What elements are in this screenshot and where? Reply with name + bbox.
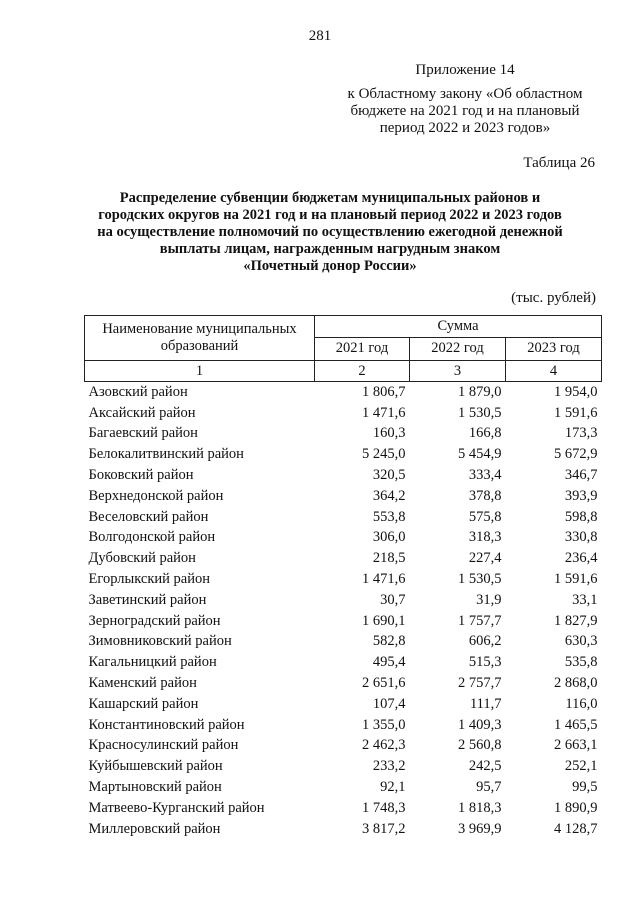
header-year-2023: 2023 год [506,337,602,360]
table-row [85,569,602,590]
page-number: 281 [308,28,332,44]
amount-2023: 346,7 [564,467,598,484]
header-municipality: Наименование муниципальных образований [85,316,315,361]
amount-2022: 575,8 [468,508,502,525]
header-year-2021: 2021 год [315,337,410,360]
amount-2021: 1 806,7 [362,383,406,400]
column-number: 4 [506,361,602,382]
header-amount: Сумма [315,316,602,338]
amount-2022: 318,3 [468,529,502,546]
amount-2023: 1 591,6 [554,571,598,588]
amount-2023: 598,8 [564,508,598,525]
municipality-name: Белокалитвинский район [88,446,244,463]
amount-2021: 582,8 [372,633,406,650]
subvention-table [84,315,602,840]
amount-2023: 1 890,9 [554,799,598,816]
amount-2022: 111,7 [469,695,502,712]
amount-2021: 553,8 [372,508,406,525]
amount-2022: 378,8 [468,487,502,504]
table-row [85,424,602,445]
column-number: 3 [410,361,506,382]
amount-2022: 2 560,8 [458,737,502,754]
table-row [85,590,602,611]
table-row [85,486,602,507]
amount-2022: 3 969,9 [458,820,502,837]
amount-2021: 107,4 [372,695,406,712]
title-line: выплаты лицам, награжденным нагрудным знаком [159,241,501,257]
column-number: 1 [85,361,315,382]
amount-2021: 233,2 [372,758,406,775]
table-row [85,819,602,840]
amount-2022: 2 757,7 [458,675,502,692]
amount-2022: 1 530,5 [458,404,502,421]
document-title [80,190,580,275]
amount-2021: 1 690,1 [362,612,406,629]
table-row [85,798,602,819]
municipality-name: Кагальницкий район [88,654,217,671]
title-line: «Почетный донор России» [243,258,417,274]
amount-2022: 1 879,0 [458,383,502,400]
amount-2022: 1 530,5 [458,571,502,588]
amount-2022: 515,3 [468,654,502,671]
table-row [85,632,602,653]
amount-2023: 1 954,0 [554,383,598,400]
table-row [85,548,602,569]
annex-line: период 2022 и 2023 годов» [379,120,551,136]
amount-2021: 306,0 [372,529,406,546]
amount-2021: 1 355,0 [362,716,406,733]
amount-2022: 227,4 [468,550,502,567]
municipality-name: Веселовский район [88,508,209,525]
amount-2021: 218,5 [372,550,406,567]
amount-2023: 116,0 [565,695,598,712]
table-row [85,611,602,632]
amount-2021: 320,5 [372,467,406,484]
amount-2021: 92,1 [380,779,406,796]
table-row [85,777,602,798]
municipality-name: Аксайский район [88,404,196,421]
amount-2023: 2 663,1 [554,737,598,754]
municipality-name: Азовский район [88,383,188,400]
amount-2021: 5 245,0 [362,446,406,463]
amount-2021: 1 471,6 [362,404,406,421]
annex-line: бюджете на 2021 год и на плановый [350,103,580,119]
amount-2023: 1 591,6 [554,404,598,421]
amount-2023: 1 465,5 [554,716,598,733]
header-year-2022: 2022 год [410,337,506,360]
table-body [85,382,602,840]
units-label: (тыс. рублей) [511,290,596,306]
municipality-name: Багаевский район [88,425,198,442]
municipality-name: Кашарский район [88,695,199,712]
municipality-name: Константиновский район [88,716,245,733]
amount-2023: 33,1 [572,591,598,608]
table-row [85,507,602,528]
table-row [85,694,602,715]
amount-2023: 5 672,9 [554,446,598,463]
amount-2023: 535,8 [564,654,598,671]
amount-2021: 1 748,3 [362,799,406,816]
title-line: Распределение субвенции бюджетам муниципальных районов и [119,190,541,206]
amount-2021: 1 471,6 [362,571,406,588]
amount-2023: 1 827,9 [554,612,598,629]
title-line: на осуществление полномочий по осуществлению ежегодной денежной [97,224,563,240]
amount-2023: 252,1 [564,758,598,775]
amount-2022: 606,2 [468,633,502,650]
municipality-name: Верхнедонской район [88,487,224,504]
column-number: 2 [315,361,410,382]
annex-title: Приложение 14 [415,62,515,78]
table-row [85,715,602,736]
amount-2022: 95,7 [476,779,502,796]
amount-2023: 4 128,7 [554,820,598,837]
amount-2022: 1 818,3 [458,799,502,816]
amount-2021: 2 462,3 [362,737,406,754]
amount-2023: 2 868,0 [554,675,598,692]
amount-2023: 630,3 [564,633,598,650]
amount-2021: 364,2 [372,487,406,504]
table-row [85,403,602,424]
municipality-name: Мартыновский район [88,779,222,796]
annex-block [300,62,630,137]
table-row [85,382,602,403]
amount-2021: 2 651,6 [362,675,406,692]
table-row [85,465,602,486]
amount-2023: 173,3 [564,425,598,442]
amount-2022: 1 757,7 [458,612,502,629]
amount-2022: 166,8 [468,425,502,442]
table-row [85,528,602,549]
table-row [85,756,602,777]
amount-2021: 160,3 [372,425,406,442]
table-row [85,736,602,757]
amount-2023: 330,8 [564,529,598,546]
amount-2022: 1 409,3 [458,716,502,733]
amount-2021: 495,4 [372,654,406,671]
title-line: городских округов на 2021 год и на плановый период 2022 и 2023 годов [98,207,562,223]
table-row [85,673,602,694]
municipality-name: Зерноградский район [88,612,221,629]
amount-2022: 31,9 [476,591,502,608]
municipality-name: Матвеево-Курганский район [88,799,265,816]
municipality-name: Егорлыкский район [88,571,210,588]
municipality-name: Дубовский район [88,550,196,567]
table-label: Таблица 26 [523,155,595,171]
amount-2021: 30,7 [380,591,406,608]
table-row [85,444,602,465]
amount-2022: 5 454,9 [458,446,502,463]
amount-2021: 3 817,2 [362,820,406,837]
amount-2022: 333,4 [468,467,502,484]
amount-2023: 236,4 [564,550,598,567]
municipality-name: Куйбышевский район [88,758,223,775]
amount-2022: 242,5 [468,758,502,775]
municipality-name: Каменский район [88,675,197,692]
amount-2023: 99,5 [572,779,598,796]
amount-2023: 393,9 [564,487,598,504]
municipality-name: Волгодонской район [88,529,216,546]
municipality-name: Миллеровский район [88,820,221,837]
municipality-name: Красносулинский район [88,737,239,754]
municipality-name: Боковский район [88,467,194,484]
table-row [85,652,602,673]
municipality-name: Заветинский район [88,591,207,608]
municipality-name: Зимовниковский район [88,633,232,650]
annex-line: к Областному закону «Об областном [347,86,583,102]
